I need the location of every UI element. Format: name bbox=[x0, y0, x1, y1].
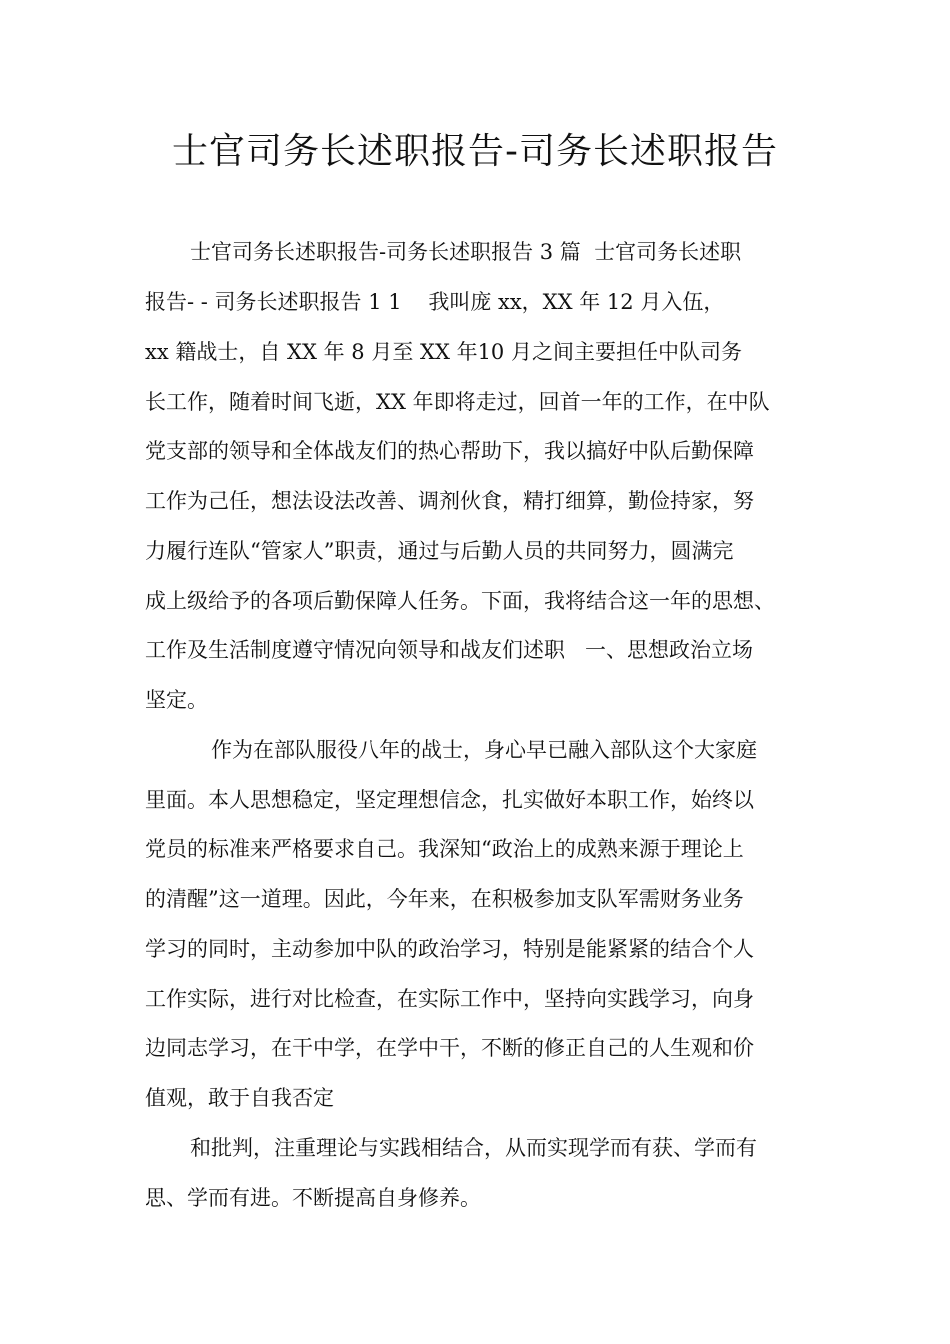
body-line: 党支部的领导和全体战友们的热心帮助下，我以搞好中队后勤保障 bbox=[145, 439, 754, 463]
body-line: 士官司务长述职报告-司务长述职报告 3 篇 士官司务长述职 bbox=[190, 240, 742, 264]
body-line: 长工作，随着时间飞逝，XX 年即将走过，回首一年的工作，在中队 bbox=[145, 390, 770, 414]
body-line: 工作为己任，想法设法改善、调剂伙食，精打细算，勤俭持家，努 bbox=[145, 489, 754, 513]
body-line: 里面。本人思想稳定，坚定理想信念，扎实做好本职工作，始终以 bbox=[145, 788, 754, 812]
body-line: 思、学而有进。不断提高自身修养。 bbox=[145, 1186, 481, 1210]
body-line: xx 籍战士，自 XX 年 8 月至 XX 年10 月之间主要担任中队司务 bbox=[145, 340, 742, 364]
body-line: 值观，敢于自我否定 bbox=[145, 1086, 334, 1110]
body-line: 和批判，注重理论与实践相结合，从而实现学而有获、学而有 bbox=[190, 1136, 757, 1160]
body-line: 成上级给予的各项后勤保障人任务。下面，我将结合这一年的思想、 bbox=[145, 589, 775, 613]
body-line: 工作实际，进行对比检查，在实际工作中，坚持向实践学习，向身 bbox=[145, 987, 754, 1011]
body-line: 的清醒”这一道理。因此，今年来，在积极参加支队军需财务业务 bbox=[145, 887, 744, 911]
body-line: 作为在部队服役八年的战士，身心早已融入部队这个大家庭 bbox=[211, 738, 757, 762]
body-line: 力履行连队“管家人”职责，通过与后勤人员的共同努力，圆满完 bbox=[145, 539, 734, 563]
body-line: 学习的同时，主动参加中队的政治学习，特别是能紧紧的结合个人 bbox=[145, 937, 754, 961]
document-title: 士官司务长述职报告-司务长述职报告 bbox=[172, 131, 778, 172]
body-line: 边同志学习，在干中学，在学中干，不断的修正自己的人生观和价 bbox=[145, 1036, 754, 1060]
body-line: 报告- - 司务长述职报告 1 1 我叫庞 xx，XX 年 12 月入伍， bbox=[145, 290, 725, 314]
body-line: 工作及生活制度遵守情况向领导和战友们述职 一、思想政治立场 bbox=[145, 638, 754, 662]
body-line: 坚定。 bbox=[145, 688, 208, 712]
body-line: 党员的标准来严格要求自己。我深知“政治上的成熟来源于理论上 bbox=[145, 837, 744, 861]
